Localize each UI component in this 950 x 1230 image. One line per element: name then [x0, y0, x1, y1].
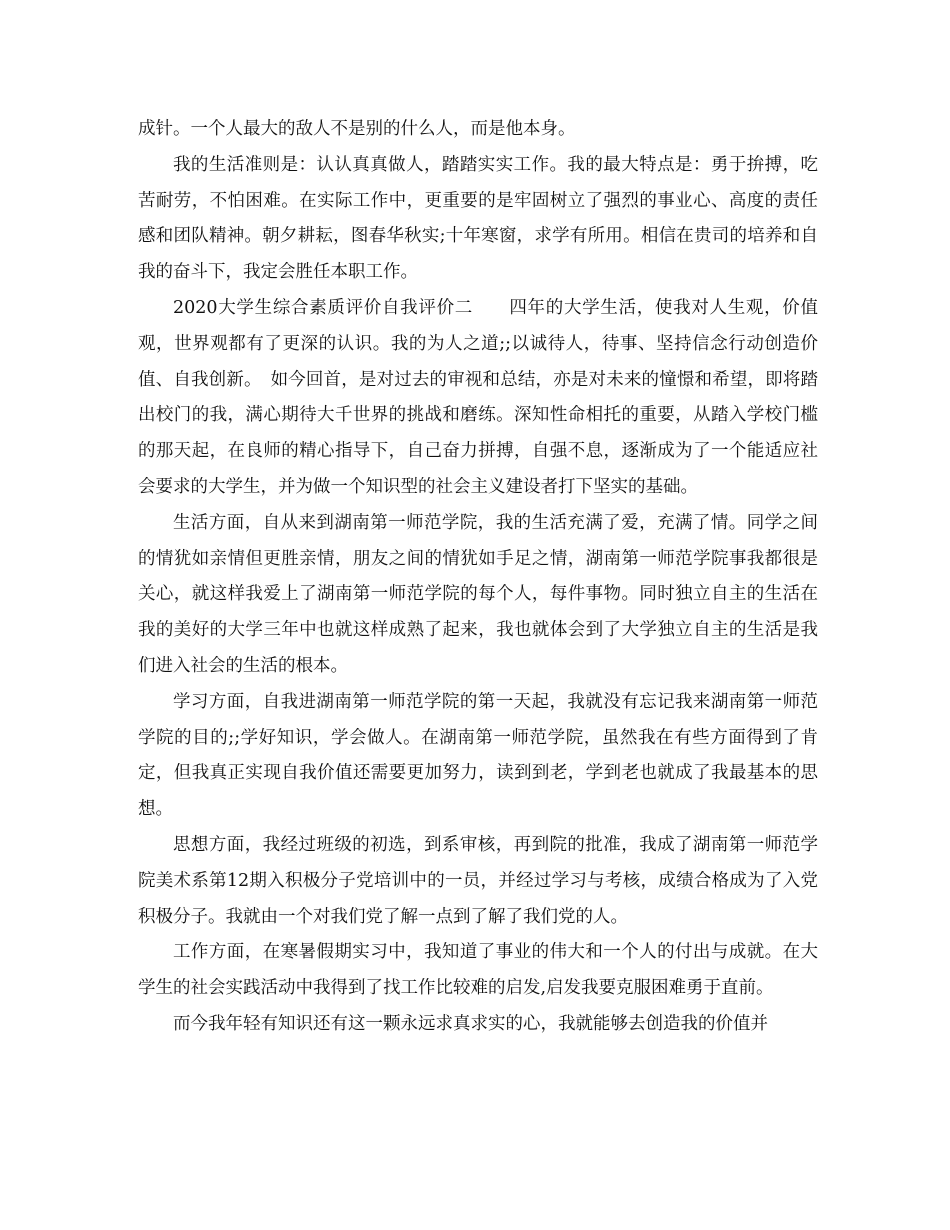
paragraph-6: 思想方面，我经过班级的初选，到系审核，再到院的批准，我成了湖南第一师范学院美术系第12期入积极分子党培训中的一员，并经过学习与考核，成绩合格成为了入党积极分子。我就由一个对我们党了解一点到了解了我们党的人。: [138, 834, 818, 927]
paragraph-5: 学习方面，自我进湖南第一师范学院的第一天起，我就没有忘记我来湖南第一师范学院的目的;;学好知识，学会做人。在湖南第一师范学院，虽然我在有些方面得到了肯定，但我真正实现自我价值还需要更加努力，读到到老，学到老也就成了我最基本的思想。: [138, 691, 818, 820]
paragraph-7: 工作方面，在寒暑假期实习中，我知道了事业的伟大和一个人的付出与成就。在大学生的社会实践活动中我得到了找工作比较难的启发,启发我要克服困难勇于直前。: [138, 942, 818, 999]
document-body: [138, 112, 818, 1043]
paragraph-2: 我的生活准则是：认认真真做人，踏踏实实工作。我的最大特点是：勇于拚搏，吃苦耐劳，不怕困难。在实际工作中，更重要的是牢固树立了强烈的事业心、高度的责任感和团队精神。朝夕耕耘，图春华秋实;十年寒窗，求学有所用。相信在贵司的培养和自我的奋斗下，我定会胜任本职工作。: [138, 154, 818, 283]
paragraph-1: 成针。一个人最大的敌人不是别的什么人，而是他本身。: [138, 119, 576, 139]
paragraph-3: 2020大学生综合素质评价自我评价二 四年的大学生活，使我对人生观，价值观，世界观都有了更深的认识。我的为人之道;;以诚待人，待事、坚持信念行动创造价值、自我创新。 如今回首，是对过去的审视和总结，亦是对未来的憧憬和希望，即将踏出校门的我，满心期待大千世界的挑战和磨练。深知性命相托的重要，从踏入学校门槛的那天起，在良师的精心指导下，自己奋力拼搏，自强不息，逐渐成为了一个能适应社会要求的大学生，并为做一个知识型的社会主义建设者打下坚实的基础。: [138, 297, 818, 497]
paragraph-8: 而今我年轻有知识还有这一颗永远求真求实的心，我就能够去创造我的价值并: [173, 1013, 768, 1034]
paragraph-4: 生活方面，自从来到湖南第一师范学院，我的生活充满了爱，充满了情。同学之间的情犹如亲情但更胜亲情，朋友之间的情犹如手足之情，湖南第一师范学院事我都很是关心，就这样我爱上了湖南第一师范学院的每个人，每件事物。同时独立自主的生活在我的美好的大学三年中也就这样成熟了起来，我也就体会到了大学独立自主的生活是我们进入社会的生活的根本。: [138, 512, 818, 676]
